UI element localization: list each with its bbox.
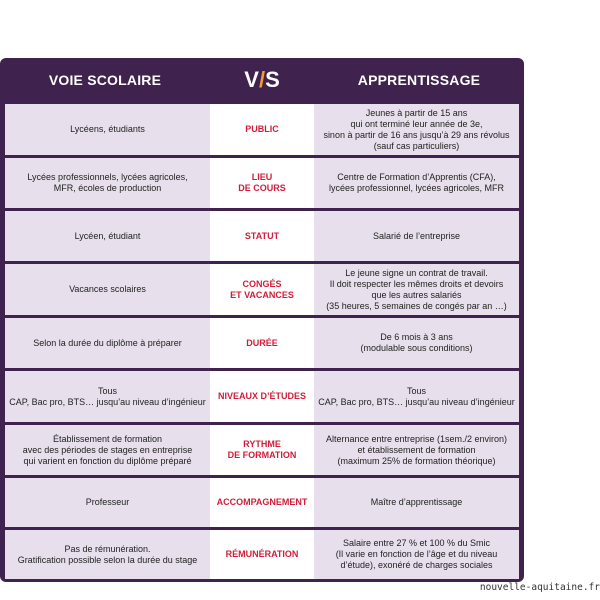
apprentissage-line: lycées professionnel, lycées agricoles, MFR [328, 183, 505, 193]
criterion-line: RÉMUNÉRATION [225, 549, 299, 559]
criterion-line: LIEU [251, 172, 273, 182]
voie-scolaire-line: Tous [97, 385, 117, 396]
apprentissage-line: Centre de Formation d’Apprentis (CFA), [337, 172, 496, 182]
apprentissage-text [336, 538, 498, 571]
header-apprentissage: APPRENTISSAGE [357, 72, 481, 88]
apprentissage-text [326, 268, 507, 312]
criterion-cell [210, 104, 314, 155]
apprentissage-cell [314, 211, 519, 261]
voie-scolaire-text [18, 544, 198, 566]
apprentissage-cell [314, 478, 519, 527]
header-vs-logo [210, 58, 314, 102]
criterion-line: ACCOMPAGNEMENT [216, 497, 308, 507]
table-row-remuneration [0, 530, 524, 579]
criterion-line: NIVEAUX D’ÉTUDES [217, 391, 306, 401]
criterion-text [246, 338, 278, 349]
apprentissage-text [326, 434, 507, 467]
criterion-line: DE COURS [238, 183, 286, 193]
voie-scolaire-text [23, 434, 193, 467]
criterion-cell [210, 318, 314, 368]
apprentissage-line: sinon à partir de 16 ans jusqu’à 29 ans révolus [323, 129, 510, 140]
criterion-cell [210, 371, 314, 422]
voie-scolaire-line: Lycées professionnels, lycées agricoles, [27, 172, 188, 182]
apprentissage-cell [314, 264, 519, 315]
apprentissage-line: De 6 mois à 3 ans [380, 332, 453, 342]
table-header [0, 58, 524, 102]
apprentissage-line: et établissement de formation [357, 444, 476, 455]
voie-scolaire-cell [5, 478, 210, 527]
criterion-line: RYTHME [243, 439, 281, 449]
apprentissage-text [371, 497, 463, 508]
voie-scolaire-cell [5, 264, 210, 315]
criterion-line: STATUT [244, 230, 280, 241]
table-row-public [0, 104, 524, 155]
criterion-text [217, 497, 308, 508]
apprentissage-line: (Il varie en fonction de l’âge et du niveau [335, 549, 498, 559]
voie-scolaire-cell [5, 371, 210, 422]
voie-scolaire-cell [5, 211, 210, 261]
criterion-text [218, 391, 306, 402]
voie-scolaire-line: Lycéens, étudiants [70, 124, 145, 134]
criterion-text [238, 172, 286, 194]
voie-scolaire-line: Professeur [85, 497, 130, 507]
table-row-niveaux-d-etudes [0, 371, 524, 422]
apprentissage-line: (35 heures, 5 semaines de congés par an …) [326, 300, 507, 311]
apprentissage-line: (maximum 25% de formation théorique) [337, 455, 496, 466]
voie-scolaire-line: Gratification possible selon la durée du stage [17, 554, 198, 565]
voie-scolaire-text [75, 231, 141, 242]
table-row-statut [0, 211, 524, 261]
criterion-cell [210, 530, 314, 579]
voie-scolaire-line: CAP, Bac pro, BTS… jusqu’au niveau d’ingénieur [9, 396, 206, 407]
voie-scolaire-text [86, 497, 130, 508]
voie-scolaire-cell [5, 530, 210, 579]
apprentissage-line: Il doit respecter les mêmes droits et devoirs [329, 278, 504, 289]
apprentissage-cell [314, 104, 519, 155]
criterion-text [245, 124, 279, 135]
apprentissage-line: Jeunes à partir de 15 ans [365, 107, 468, 118]
criterion-cell [210, 158, 314, 208]
criterion-text [245, 231, 279, 242]
header-voie-scolaire: VOIE SCOLAIRE [48, 72, 162, 88]
apprentissage-line: (modulable sous conditions) [360, 343, 473, 353]
voie-scolaire-cell [5, 158, 210, 208]
voie-scolaire-text [9, 386, 205, 408]
apprentissage-line: Tous [406, 385, 426, 396]
apprentissage-line: Le jeune signe un contrat de travail. [345, 267, 488, 278]
vs-letter-v: V [244, 67, 259, 92]
apprentissage-cell [314, 371, 519, 422]
criterion-line: DURÉE [246, 337, 278, 348]
criterion-text [226, 549, 299, 560]
voie-scolaire-text [69, 284, 146, 295]
voie-scolaire-line: Vacances scolaires [69, 284, 146, 294]
apprentissage-line: (sauf cas particuliers) [373, 140, 460, 151]
apprentissage-line: Salarié de l’entreprise [372, 230, 461, 241]
voie-scolaire-cell [5, 104, 210, 155]
table-row-duree [0, 318, 524, 368]
apprentissage-line: Alternance entre entreprise (1sem./2 environ) [325, 433, 508, 444]
voie-scolaire-line: Selon la durée du diplôme à préparer [33, 337, 182, 348]
voie-scolaire-line: MFR, écoles de production [53, 183, 162, 193]
voie-scolaire-cell [5, 425, 210, 475]
voie-scolaire-text [70, 124, 145, 135]
criterion-cell [210, 478, 314, 527]
vs-letter-s: S [265, 67, 280, 92]
criterion-line: ET VACANCES [230, 289, 294, 300]
criterion-text [228, 439, 297, 461]
criterion-line: CONGÉS [242, 278, 282, 289]
voie-scolaire-line: Établissement de formation [52, 433, 163, 444]
apprentissage-text [360, 332, 472, 354]
voie-scolaire-line: Lycéen, étudiant [74, 230, 141, 241]
voie-scolaire-text [33, 338, 182, 349]
apprentissage-line: CAP, Bac pro, BTS… jusqu’au niveau d’ingénieur [318, 396, 515, 407]
voie-scolaire-line: qui varient en fonction du diplôme préparé [23, 455, 192, 466]
apprentissage-line: qui ont terminé leur année de 3e, [350, 118, 483, 129]
criterion-line: PUBLIC [245, 124, 279, 134]
apprentissage-line: d’étude), exonéré de charges sociales [340, 560, 493, 570]
criterion-line: DE FORMATION [227, 450, 297, 460]
apprentissage-line: Salaire entre 27 % et 100 % du Smic [342, 538, 491, 548]
table-row-rythme-de-formation [0, 425, 524, 475]
apprentissage-cell [314, 158, 519, 208]
apprentissage-text [373, 231, 460, 242]
apprentissage-cell [314, 425, 519, 475]
vs-slash: / [258, 67, 266, 92]
apprentissage-line: que les autres salariés [371, 289, 462, 300]
voie-scolaire-text [27, 172, 187, 194]
apprentissage-text [329, 172, 504, 194]
criterion-cell [210, 425, 314, 475]
criterion-cell [210, 264, 314, 315]
table-row-accompagnement [0, 478, 524, 527]
criterion-cell [210, 211, 314, 261]
table-row-lieu-de-cours [0, 158, 524, 208]
voie-scolaire-cell [5, 318, 210, 368]
apprentissage-cell [314, 318, 519, 368]
apprentissage-cell [314, 530, 519, 579]
apprentissage-text [318, 386, 514, 408]
voie-scolaire-line: Pas de rémunération. [64, 543, 151, 554]
voie-scolaire-line: avec des périodes de stages en entreprise [22, 444, 193, 455]
criterion-text [230, 279, 294, 301]
apprentissage-text [323, 108, 509, 152]
source-watermark: nouvelle-aquitaine.fr [479, 582, 600, 593]
apprentissage-line: Maître d’apprentissage [370, 497, 463, 507]
table-row-conges-et-vacances [0, 264, 524, 315]
